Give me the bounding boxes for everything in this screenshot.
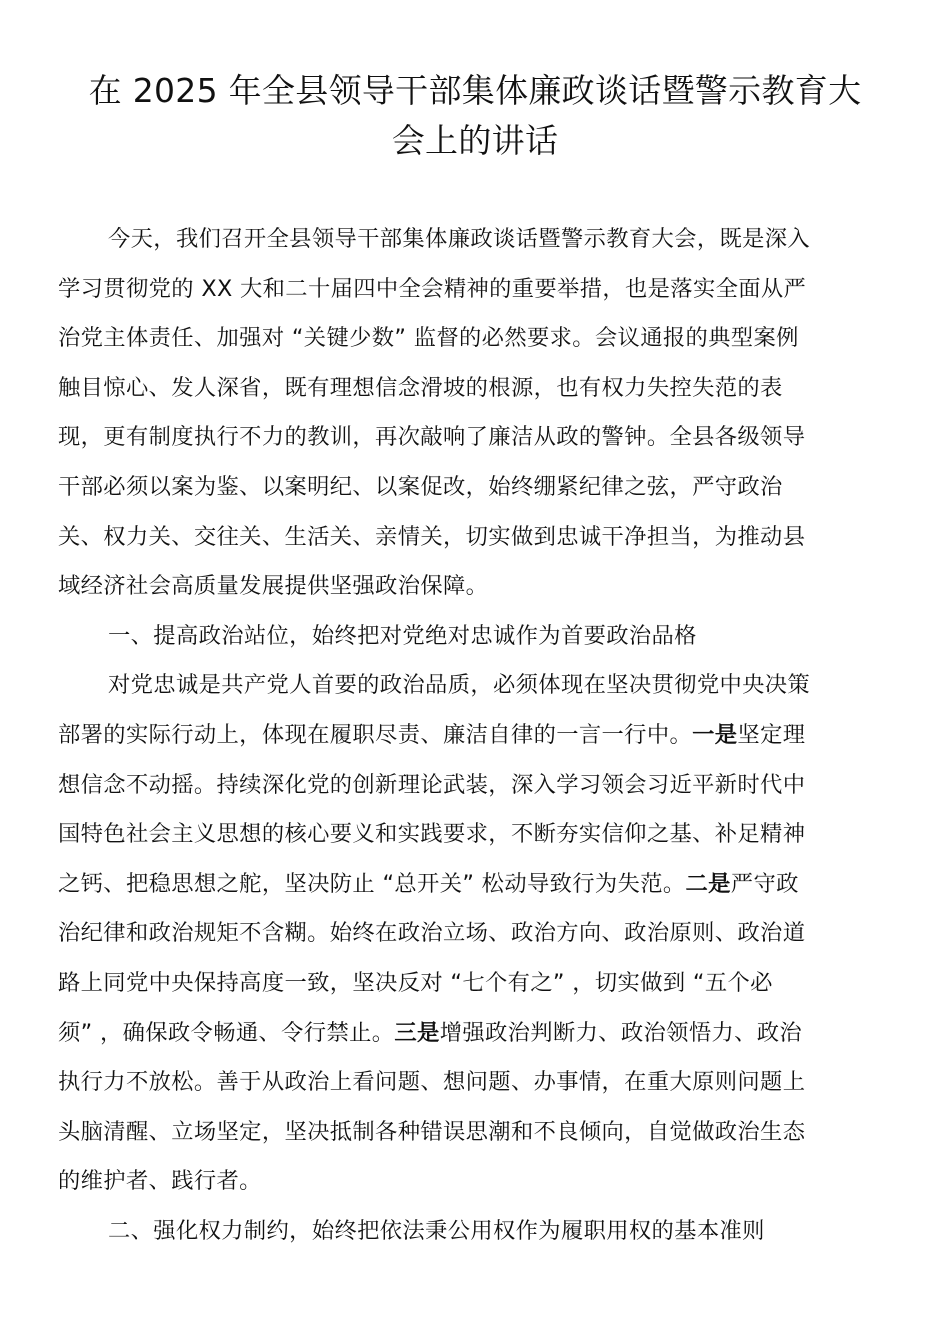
paragraph-line: 路上同党中央保持高度一致，坚决反对 “七个有之” ，切实做到 “五个必 (58, 969, 773, 996)
text-run: 增强政治判断力、政治领悟力、政治 (439, 1019, 803, 1046)
paragraph-line: 头脑清醒、立场坚定，坚决抵制各种错误思潮和不良倾向，自觉做政治生态 (58, 1118, 806, 1145)
section-heading-2: 二、强化权力制约，始终把依法秉公用权作为履职用权的基本准则 (108, 1217, 765, 1244)
bold-marker-third: 三是 (394, 1019, 440, 1046)
paragraph-line: 今天，我们召开全县领导干部集体廉政谈话暨警示教育大会，既是深入 (108, 226, 811, 252)
paragraph-line: 现，更有制度执行不力的教训，再次敲响了廉洁从政的警钟。全县各级领导 (58, 424, 806, 451)
paragraph-line: 想信念不动摇。持续深化党的创新理论武装，深入学习领会习近平新时代中 (58, 771, 806, 798)
intro-paragraph (58, 215, 894, 612)
paragraph-line: 触目惊心、发人深省，既有理想信念滑坡的根源，也有权力失控失范的表 (58, 374, 783, 401)
text-run: 严守政 (730, 870, 799, 897)
text-run: 部署的实际行动上，体现在履职尽责、廉洁自律的一言一行中。 (58, 721, 693, 748)
bold-marker-first: 一是 (692, 721, 738, 748)
paragraph-line: 治党主体责任、加强对 “关键少数” 监督的必然要求。会议通报的典型案例 (58, 325, 799, 352)
document-title (58, 66, 892, 166)
section-1-paragraph (58, 661, 894, 1207)
paragraph-line: 域经济社会高质量发展提供坚强政治保障。 (58, 573, 489, 600)
paragraph-line: 执行力不放松。善于从政治上看问题、想问题、办事情，在重大原则问题上 (58, 1069, 806, 1096)
paragraph-line: 国特色社会主义思想的核心要义和实践要求，不断夯实信仰之基、补足精神 (58, 821, 806, 848)
paragraph-line: 治纪律和政治规矩不含糊。始终在政治立场、政治方向、政治原则、政治道 (58, 920, 806, 947)
paragraph-line: 对党忠诚是共产党人首要的政治品质，必须体现在坚决贯彻党中央决策 (108, 672, 811, 699)
paragraph-line: 的维护者、践行者。 (58, 1168, 262, 1195)
paragraph-line (58, 1009, 894, 1059)
paragraph-line: 学习贯彻党的 XX 大和二十届四中全会精神的重要举措，也是落实全面从严 (58, 275, 807, 302)
paragraph-line (58, 860, 894, 910)
title-line-1: 在 2025 年全县领导干部集体廉政谈话暨警示教育大 (88, 71, 862, 110)
title-line-2: 会上的讲话 (391, 121, 559, 160)
paragraph-line: 干部必须以案为鉴、以案明纪、以案促改，始终绷紧纪律之弦，严守政治 (58, 473, 783, 500)
paragraph-line (58, 711, 894, 761)
text-run: 之钙、把稳思想之舵，坚决防止 “总开关” 松动导致行为失范。 (58, 870, 686, 897)
paragraph-line: 关、权力关、交往关、生活关、亲情关，切实做到忠诚干净担当，为推动县 (58, 523, 806, 550)
document-body (58, 215, 894, 1256)
section-heading-1: 一、提高政治站位，始终把对党绝对忠诚作为首要政治品格 (108, 622, 697, 649)
bold-marker-second: 二是 (685, 870, 731, 897)
text-run: 坚定理 (737, 721, 806, 748)
text-run: 须” ，确保政令畅通、令行禁止。 (58, 1019, 395, 1046)
